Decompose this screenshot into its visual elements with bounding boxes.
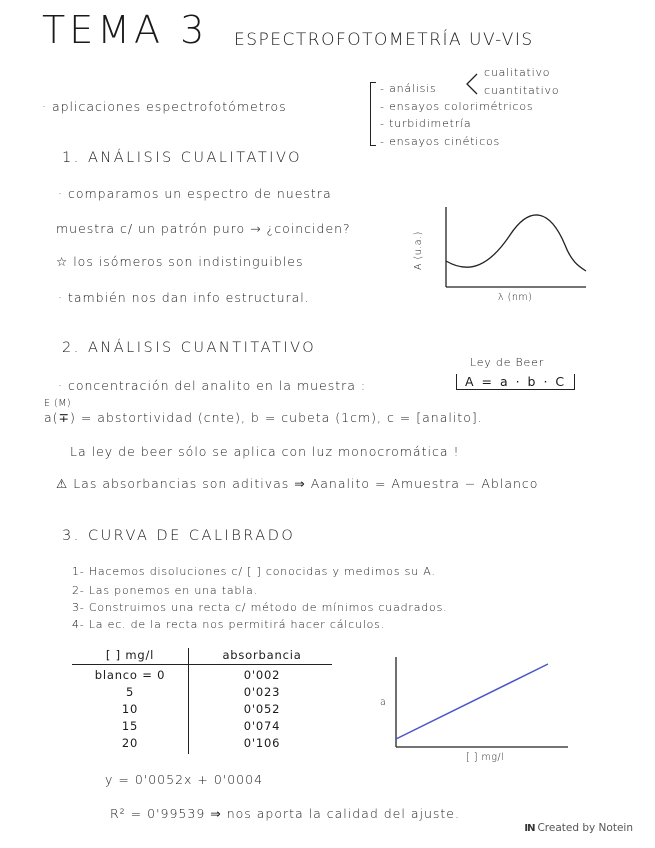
tema-title: TEMA 3: [42, 8, 209, 52]
table-header-abs: absorbancia: [222, 648, 302, 662]
table-row-2-conc: 10: [121, 702, 139, 716]
applications-lead-text: aplicaciones espectrofotómetros: [51, 99, 287, 114]
concentration-line: · concentración del analito en la muestra :: [58, 378, 367, 393]
step-3: 3- Construimos una recta c/ método de mínimos cuadrados.: [72, 601, 448, 614]
regression-equation: y = 0'0052x + 0'0004: [105, 772, 264, 787]
additive-line: [56, 476, 538, 491]
app-item-ensayos-color-text: ensayos colorimétricos: [389, 100, 534, 113]
calibration-ylabel: a: [380, 697, 387, 708]
app-item-analisis: - análisis: [380, 82, 437, 95]
app-item-analisis-text: análisis: [389, 82, 437, 95]
table-row-4-conc: 20: [121, 736, 139, 750]
definitions-line: a(∓) = abstortividad (cnte), b = cubeta (1cm), c = [analito].: [44, 410, 483, 425]
warning-icon: ⚠: [56, 476, 69, 491]
calibration-line: [396, 664, 548, 739]
app-sub-cualitativo: cualitativo: [484, 66, 551, 79]
section1-heading: 1. ANÁLISIS CUALITATIVO: [62, 150, 303, 166]
r-squared-line: R² = 0'99539 ⇒ nos aporta la calidad del ajuste.: [110, 806, 460, 821]
section1-line-3-text: los isómeros son indistinguibles: [73, 254, 304, 269]
section3-heading: 3. CURVA DE CALIBRADO: [62, 528, 296, 544]
applications-brace: [370, 82, 376, 146]
spectrum-xlabel: λ (nm): [498, 292, 533, 303]
notein-logo-icon: IN: [524, 822, 535, 834]
page-title: ESPECTROFOTOMETRÍA UV-VIS: [234, 30, 534, 50]
spectrum-curve: [446, 215, 586, 271]
step-2: 2- Las ponemos en una tabla.: [72, 584, 258, 597]
calibration-graph: [392, 655, 572, 750]
table-row-0-conc: blanco = 0: [94, 668, 166, 682]
section2-heading: 2. ANÁLISIS CUANTITATIVO: [62, 340, 317, 356]
table-row-3-abs: 0'074: [243, 719, 281, 733]
star-icon: ☆: [56, 254, 69, 269]
beer-label: Ley de Beer: [470, 356, 545, 369]
epsilon-note: E (M): [44, 398, 72, 409]
table-row-4-abs: 0'106: [243, 736, 281, 750]
table-row-0-abs: 0'002: [243, 668, 281, 682]
table-vline: [188, 648, 189, 754]
beer-formula: A = a · b · C: [456, 374, 575, 390]
step-1: 1- Hacemos disoluciones c/ [ ] conocidas y medimos su A.: [72, 565, 436, 578]
section1-line-1: · comparamos un espectro de nuestra: [58, 186, 332, 201]
calibration-xlabel: [ ] mg/l: [466, 752, 505, 763]
section1-line-3: [56, 254, 303, 269]
app-item-ensayos-color: - ensayos colorimétricos: [380, 100, 534, 113]
calibration-table: [72, 648, 334, 756]
app-item-turbidimetria-text: turbidimetría: [389, 117, 472, 130]
spectrum-graph: [440, 205, 590, 295]
app-sub-cuantitativo: cuantitativo: [484, 84, 560, 97]
step-4: 4- La ec. de la recta nos permitirá hacer cálculos.: [72, 618, 385, 631]
table-header-conc: [ ] mg/l: [105, 648, 155, 662]
table-row-1-abs: 0'023: [243, 685, 281, 699]
section1-line-2: muestra c/ un patrón puro → ¿coinciden?: [56, 221, 351, 236]
additive-line-text: Las absorbancias son aditivas ⇒ Aanalito = Amuestra − Ablanco: [73, 476, 539, 491]
app-item-ensayos-cineticos-text: ensayos cinéticos: [389, 135, 501, 148]
table-hline: [72, 664, 332, 665]
app-item-ensayos-cineticos: - ensayos cinéticos: [380, 135, 501, 148]
notein-text: Created by Notein: [537, 822, 633, 834]
monochromatic-note: La ley de beer sólo se aplica con luz monocromática !: [70, 444, 460, 459]
spectrum-ylabel: A (u.a.): [413, 231, 424, 270]
table-row-2-abs: 0'052: [243, 702, 281, 716]
table-row-3-conc: 15: [121, 719, 139, 733]
section1-line-4: · también nos dan info estructural.: [58, 290, 310, 305]
applications-lead: · aplicaciones espectrofotómetros: [42, 99, 287, 114]
app-item-turbidimetria: - turbidimetría: [380, 117, 472, 130]
sub-brace-icon: [463, 72, 483, 96]
table-row-1-conc: 5: [125, 685, 135, 699]
notein-watermark: [524, 822, 633, 834]
